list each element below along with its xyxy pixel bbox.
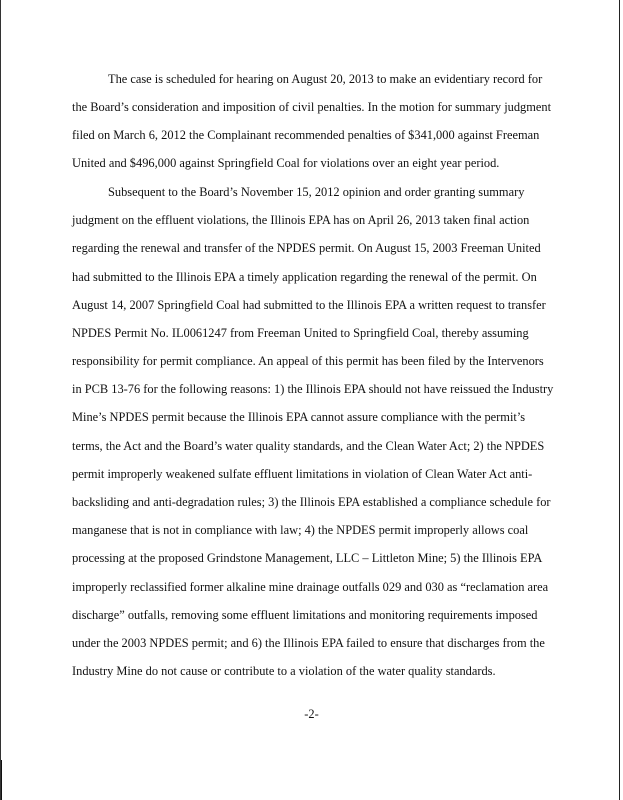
paragraph-2-line-5: August 14, 2007 Springfield Coal had submitted to the Illinois EPA a written request to transfer (72, 298, 546, 312)
paragraph-1-line-4: United and $496,000 against Springfield Coal for violations over an eight year period. (72, 156, 500, 170)
page-left-edge (0, 0, 1, 800)
paragraph-2-line-3: regarding the renewal and transfer of the NPDES permit. On August 15, 2003 Freeman United (72, 241, 541, 255)
paragraph-2-line-10: terms, the Act and the Board’s water quality standards, and the Clean Water Act; 2) the NPDES (72, 439, 545, 453)
page-number: -2- (304, 707, 319, 721)
paragraph-2-line-11: permit improperly weakened sulfate effluent limitations in violation of Clean Water Act anti- (72, 467, 533, 481)
paragraph-2-line-7: responsibility for permit compliance. An appeal of this permit has been filed by the Intervenors (72, 354, 544, 368)
paragraph-2-line-13: manganese that is not in compliance with law; 4) the NPDES permit improperly allows coal (72, 523, 529, 537)
paragraph-1-line-3: filed on March 6, 2012 the Complainant recommended penalties of $341,000 against Freeman (72, 128, 540, 142)
paragraph-2-line-2: judgment on the effluent violations, the Illinois EPA has on April 26, 2013 taken final action (72, 213, 530, 227)
paragraph-2-line-4: had submitted to the Illinois EPA a timely application regarding the renewal of the permit. On (72, 270, 537, 284)
paragraph-2-line-18: Industry Mine do not cause or contribute to a violation of the water quality standards. (72, 664, 496, 678)
paragraph-2-line-14: processing at the proposed Grindstone Management, LLC – Littleton Mine; 5) the Illinois EPA (72, 551, 543, 565)
paragraph-2-line-15: improperly reclassified former alkaline mine drainage outfalls 029 and 030 as “reclamation area (72, 580, 549, 594)
paragraph-2-line-8: in PCB 13-76 for the following reasons: 1) the Illinois EPA should not have reissued the Industry (72, 382, 554, 396)
page-right-edge (619, 0, 620, 800)
paragraph-2-line-6: NPDES Permit No. IL0061247 from Freeman United to Springfield Coal, thereby assuming (72, 326, 529, 340)
paragraph-1-line-1: The case is scheduled for hearing on August 20, 2013 to make an evidentiary record for (108, 72, 543, 86)
paragraph-1-line-2: the Board’s consideration and imposition of civil penalties. In the motion for summary judgment (72, 100, 552, 114)
paragraph-2-line-16: discharge” outfalls, removing some effluent limitations and monitoring requirements imposed (72, 608, 538, 622)
paragraph-2-line-9: Mine’s NPDES permit because the Illinois EPA cannot assure compliance with the permit’s (72, 410, 526, 424)
paragraph-2-line-1: Subsequent to the Board’s November 15, 2012 opinion and order granting summary (108, 185, 525, 199)
paragraph-2-line-17: under the 2003 NPDES permit; and 6) the Illinois EPA failed to ensure that discharges from the (72, 636, 545, 650)
paragraph-2-line-12: backsliding and anti-degradation rules; 3) the Illinois EPA established a compliance schedule for (72, 495, 551, 509)
page-left-edge-mark (1, 760, 2, 800)
